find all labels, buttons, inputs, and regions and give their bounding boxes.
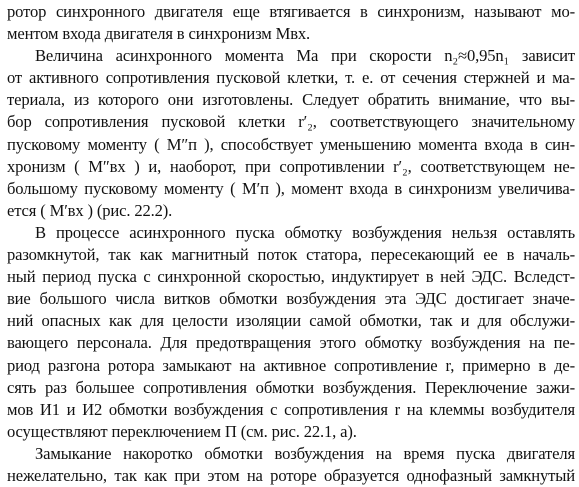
line-21: Замыкание накоротко обмотки возбуждения на время пуска двигателя bbox=[35, 443, 575, 463]
line-13: ный период пуска с синхронной скоростью, индуктирует в ней ЭДС. Вследст- bbox=[7, 267, 575, 287]
document-text bbox=[7, 1, 575, 487]
line-5: териала, из которого они изготовлены. Следует обратить внимание, что вы- bbox=[7, 90, 575, 110]
line-15: ний опасных как для целости изоляции самой обмотки, так и для обслужи- bbox=[7, 311, 575, 331]
line-14: вие большого числа витков обмотки возбуждения эта ЭДС достигает значе- bbox=[7, 289, 575, 309]
line-11: В процессе асинхронного пуска обмотку возбуждения нельзя оставлять bbox=[35, 222, 575, 242]
line-1: ротор синхронного двигателя еще втягивается в синхронизм, называют мо- bbox=[7, 2, 575, 21]
line-3: Величина асинхронного момента Ma при скорости n₂≈0,95n₁ зависит bbox=[35, 46, 575, 66]
line-12: разомкнутой, так как магнитный поток статора, пересекающий ее в началь- bbox=[7, 245, 575, 265]
paragraph-4 bbox=[7, 443, 575, 487]
line-17: риод разгона ротора замыкают на активное сопротивление r, примерно в де- bbox=[7, 355, 575, 375]
line-20: осуществляют переключением П (см. рис. 22.1, а). bbox=[7, 421, 357, 441]
line-16: вающего персонала. Для предотвращения этого обмотку возбуждения на пе- bbox=[7, 333, 575, 353]
line-9: большому пусковому моменту ( M′п ), момент входа в синхронизм увеличива- bbox=[7, 178, 575, 198]
paragraph-3 bbox=[7, 222, 575, 443]
line-8: хронизм ( M″вх ) и, наоборот, при сопротивлении r′₂, соответствующем не- bbox=[7, 156, 575, 176]
paragraph-2 bbox=[7, 45, 575, 222]
line-2: ментом входа двигателя в синхронизм Mвх. bbox=[7, 24, 311, 44]
line-7: пусковому моменту ( M″п ), способствует уменьшению момента входа в син- bbox=[7, 134, 575, 154]
line-4: от активного сопротивления пусковой клетки, т. е. от сечения стержней и ма- bbox=[7, 68, 575, 88]
paragraph-1 bbox=[7, 1, 575, 45]
line-10: ется ( M′вх ) (рис. 22.2). bbox=[7, 200, 173, 220]
line-19: мов И1 и И2 обмотки возбуждения с сопротивления r на клеммы возбудителя bbox=[7, 399, 575, 419]
line-6: бор сопротивления пусковой клетки r′₂, соответствующего значительному bbox=[7, 112, 575, 132]
line-18: сять раз большее сопротивления обмотки возбуждения. Переключение зажи- bbox=[7, 377, 575, 397]
line-22: нежелательно, так как при этом на роторе образуется однофазный замкнутый bbox=[7, 465, 575, 485]
